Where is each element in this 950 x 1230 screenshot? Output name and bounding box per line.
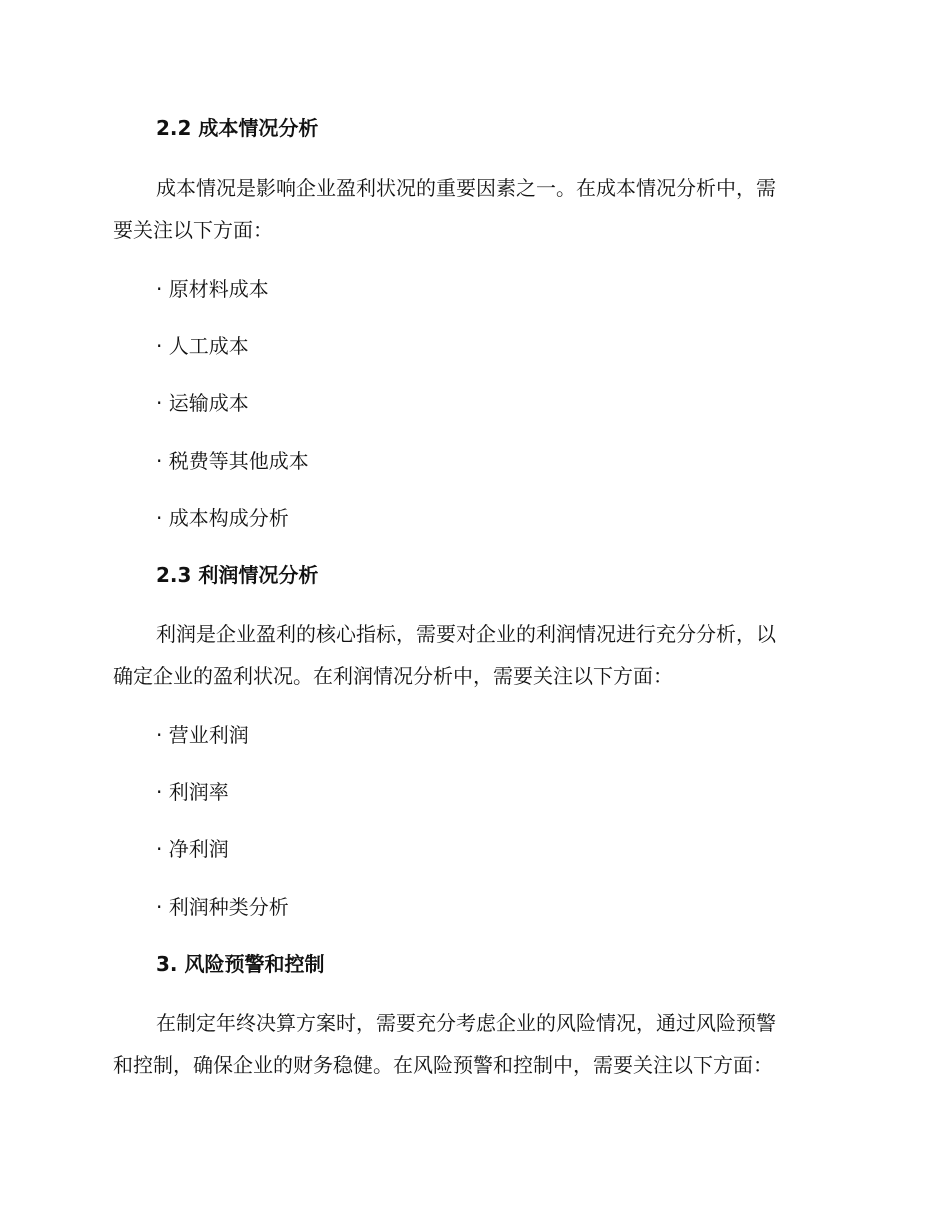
list-item: · 营业利润: [156, 723, 249, 747]
paragraph-line: 成本情况是影响企业盈利状况的重要因素之一。在成本情况分析中，需: [156, 176, 776, 200]
list-item: · 利润种类分析: [156, 895, 289, 919]
list-item: · 利润率: [156, 780, 229, 804]
list-item: · 成本构成分析: [156, 506, 289, 530]
list-item: · 人工成本: [156, 334, 249, 358]
section-heading-2-3: 2.3 利润情况分析: [156, 563, 319, 587]
paragraph-line: 利润是企业盈利的核心指标，需要对企业的利润情况进行充分分析，以: [156, 622, 776, 646]
list-item: · 税费等其他成本: [156, 449, 309, 473]
paragraph-line: 在制定年终决算方案时，需要充分考虑企业的风险情况，通过风险预警: [156, 1011, 776, 1035]
section-heading-3: 3. 风险预警和控制: [156, 952, 325, 976]
list-item: · 原材料成本: [156, 277, 269, 301]
list-item: · 运输成本: [156, 391, 249, 415]
paragraph-line: 要关注以下方面：: [113, 218, 273, 242]
list-item: · 净利润: [156, 837, 229, 861]
paragraph-line: 和控制，确保企业的财务稳健。在风险预警和控制中，需要关注以下方面：: [113, 1053, 773, 1077]
section-heading-2-2: 2.2 成本情况分析: [156, 116, 319, 140]
paragraph-line: 确定企业的盈利状况。在利润情况分析中，需要关注以下方面：: [113, 664, 673, 688]
